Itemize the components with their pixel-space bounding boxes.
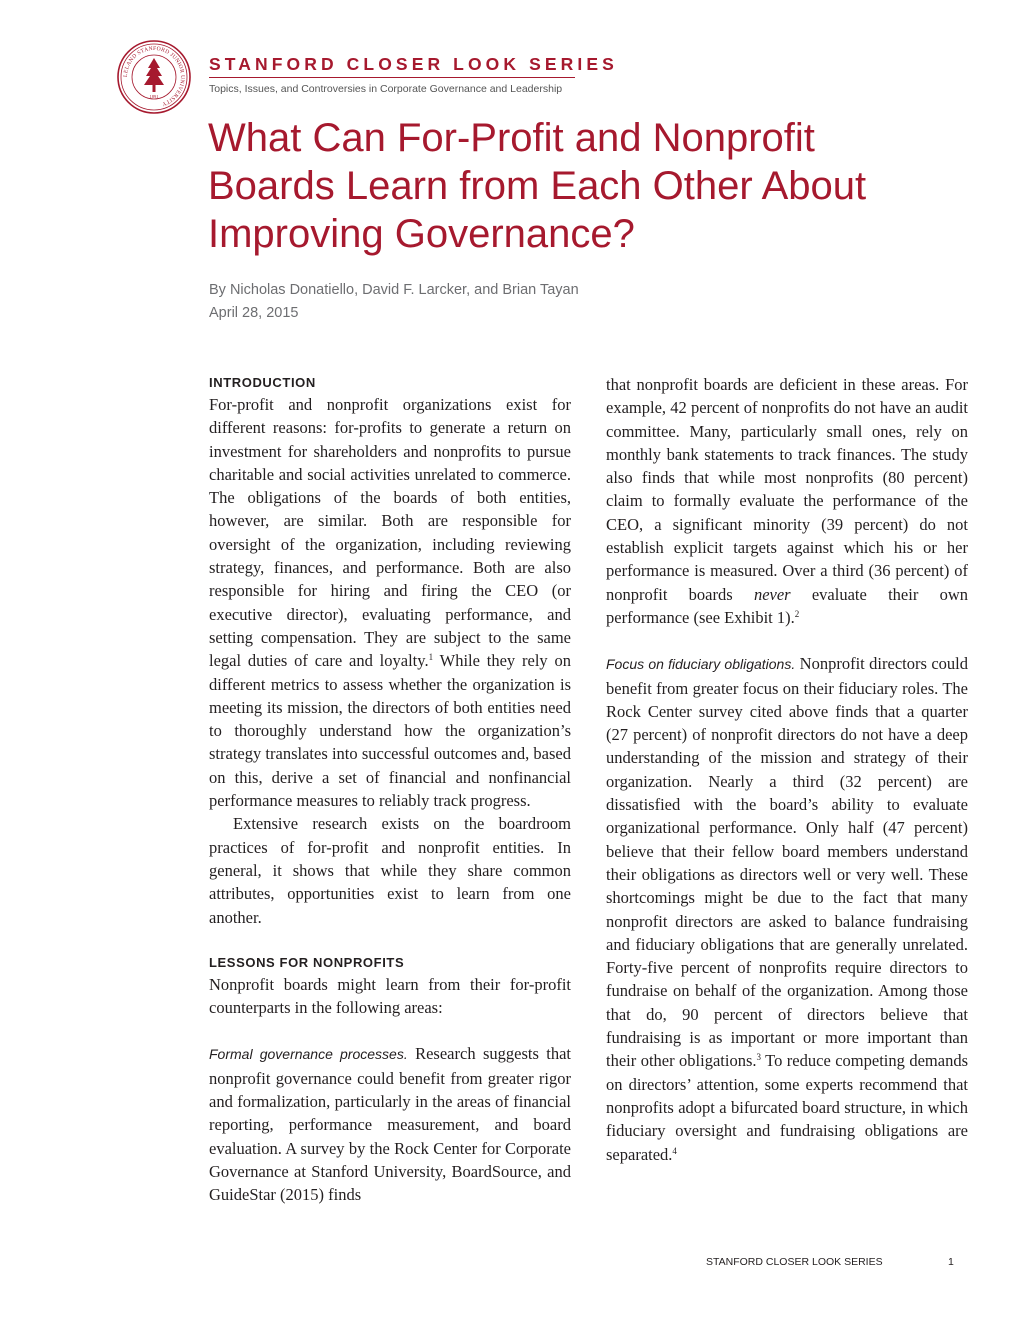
formal-governance-cont-text-b: evaluate their own performance (see Exhibit 1). <box>606 584 968 627</box>
seal-ring-text: LELAND STANFORD JUNIOR UNIVERSITY <box>122 45 186 107</box>
footnote-marker-4: 4 <box>672 1145 677 1156</box>
emphasis-never: never <box>753 584 791 604</box>
footnote-marker-2: 2 <box>794 608 800 619</box>
introduction-heading: INTRODUCTION <box>209 375 316 390</box>
fiduciary-text-a: Nonprofit directors could benefit from greater focus on their fiduciary roles. The Rock Center survey cited above finds that a quarter (27 percent) of nonprofit directors do not have a deep understanding of the mission and strategy of their organization. Nearly a third (32 percent) are dissatisfied with the board’s ability to evaluate organizational performance. Only half (47 percent) believe that their fellow board members understand their obligations as directors well or very well. These shortcomings might be due to the fact that many nonprofit directors are asked to balance fundraising and fiduciary obligations that are generally unrelated. Forty-five percent of nonprofits require directors to fundraise on behalf of the organization. Among those that do, 90 percent of directors believe that fundraising is as important or more important than their other obligations. <box>606 654 968 1071</box>
formal-governance-continued-paragraph <box>606 373 968 629</box>
title-line-2: Boards Learn from Each Other About <box>208 164 867 208</box>
stanford-seal-logo <box>117 40 191 114</box>
series-subtitle: Topics, Issues, and Controversies in Corporate Governance and Leadership <box>209 83 563 95</box>
fiduciary-lead: Focus on fiduciary obligations. <box>606 656 796 673</box>
introduction-paragraph-1 <box>209 393 571 812</box>
seal-year: 1891 <box>149 94 159 99</box>
article-title <box>208 114 968 258</box>
formal-governance-text: Research suggests that nonprofit governance could benefit from greater rigor and formalization, particularly in the areas of financial reporting, performance measurement, and board evaluation. A survey by the Rock Center for Corporate Governance at Stanford University, BoardSource, and GuideStar (2015) finds <box>209 1044 571 1205</box>
formal-governance-cont-text-a: that nonprofit boards are deficient in these areas. For example, 42 percent of nonprofits do not have an audit committee. Many, particularly small ones, rely on monthly bank statements to track finances. The study also finds that while most nonprofits (80 percent) claim to formally evaluate the performance of the CEO, a significant minority (39 percent) do not establish explicit targets against which his or her performance is measured. Over a third (36 percent) of nonprofit boards <box>606 375 968 604</box>
page-number: 1 <box>948 1256 954 1268</box>
formal-governance-paragraph <box>209 1042 571 1206</box>
title-line-3: Improving Governance? <box>208 212 635 256</box>
series-title: STANFORD CLOSER LOOK SERIES <box>209 54 618 74</box>
byline: By Nicholas Donatiello, David F. Larcker, and Brian Tayan <box>209 282 579 298</box>
formal-governance-lead: Formal governance processes. <box>209 1046 408 1063</box>
fiduciary-text-b: To reduce competing demands on directors’ attention, some experts recommend that nonprofits adopt a bifurcated board structure, in which fiduciary oversight and fundraising obligations are separated. <box>606 1051 968 1164</box>
intro-p1-text-b: While they rely on different metrics to assess whether the organization is meeting its mission, the directors of both entities need to thoroughly understand how the organization’s strategy translates into successful outcomes and, based on this, derive a set of financial and nonfinancial performance measures to reliably track progress. <box>209 651 571 811</box>
publication-date: April 28, 2015 <box>209 305 299 321</box>
footer-series-name: STANFORD CLOSER LOOK SERIES <box>706 1256 883 1268</box>
footnote-marker-1: 1 <box>428 652 434 663</box>
introduction-paragraph-2: Extensive research exists on the boardroom practices of for-profit and nonprofit entities. In general, it shows that while they share common attributes, opportunities exist to learn from one another. <box>209 814 571 927</box>
title-line-1: What Can For-Profit and Nonprofit <box>208 116 815 160</box>
footnote-marker-3: 3 <box>756 1052 762 1063</box>
series-divider <box>209 77 575 78</box>
right-column <box>606 373 968 1166</box>
intro-p1-text-a: For-profit and nonprofit organizations exist for different reasons: for-profits to generate a return on investment for shareholders and nonprofits to pursue charitable and social activities unrelated to commerce. The obligations of the boards of both entities, however, are similar. Both are responsible for oversight of the organization, including reviewing strategy, finances, and performance. Both are also responsible for hiring and firing the CEO (or executive director), evaluating performance, and setting compensation. They are subject to the same legal duties of care and loyalty. <box>209 395 571 671</box>
lessons-for-nonprofits-heading: LESSONS FOR NONPROFITS <box>209 954 405 970</box>
left-column <box>209 373 571 1207</box>
lessons-intro-paragraph: Nonprofit boards might learn from their for-profit counterparts in the following areas: <box>209 974 571 1018</box>
fiduciary-paragraph <box>606 652 968 1166</box>
redwood-tree-icon <box>144 58 164 92</box>
